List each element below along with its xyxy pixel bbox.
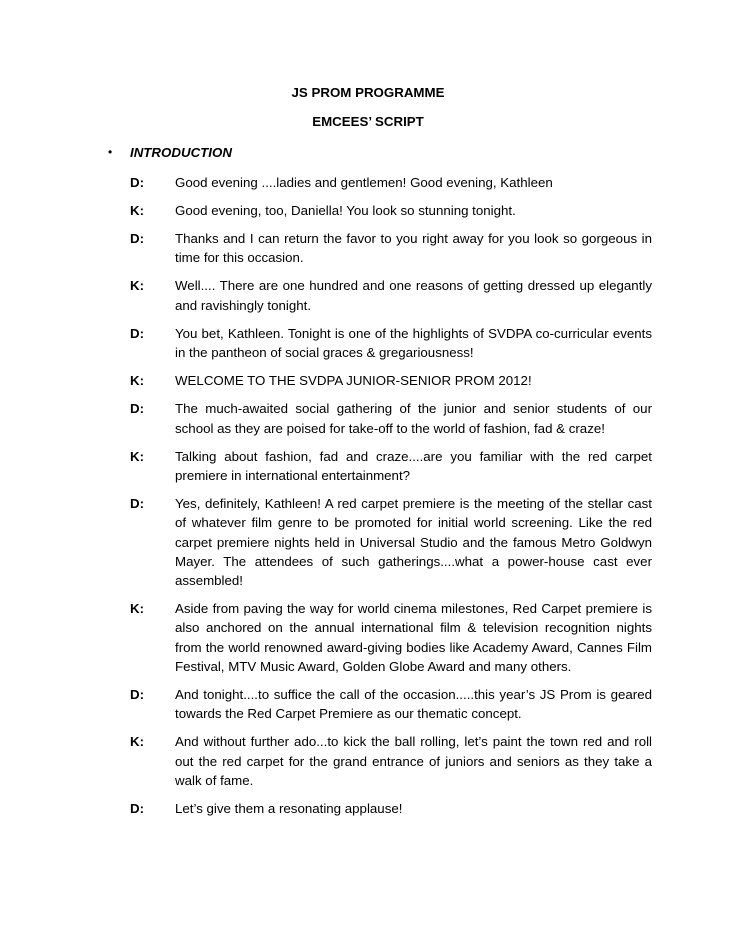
dialogue-row — [130, 685, 652, 723]
section-heading-row — [108, 143, 736, 162]
speaker-label: K: — [130, 734, 145, 750]
dialogue-text: Aside from paving the way for world cinema milestones, Red Carpet premiere is also anchored on the annual international film & television recognition nights from the world renowned award-giving bodies like Academy Award, Cannes Film Festival, MTV Music Award, Golden Globe Award and many others. — [175, 601, 652, 674]
speaker-label: K: — [130, 202, 145, 218]
speaker-label: D: — [130, 801, 145, 817]
dialogue-text: And without further ado...to kick the ball rolling, let’s paint the town red and roll out the red carpet for the grand entrance of juniors and seniors as they take a walk of fame. — [175, 734, 652, 788]
speaker-label: D: — [130, 231, 145, 247]
speaker-label: K: — [130, 448, 145, 464]
speaker-label: K: — [130, 373, 145, 389]
speaker-label: K: — [130, 278, 145, 294]
dialogue-row — [130, 447, 652, 485]
dialogue-row — [130, 399, 652, 437]
dialogue-text: Talking about fashion, fad and craze....are you familiar with the red carpet premiere in international entertainment? — [175, 448, 652, 484]
section-heading: INTRODUCTION — [130, 145, 232, 161]
dialogue-row — [130, 599, 652, 676]
dialogue-row — [130, 494, 652, 590]
dialogue-text: Well.... There are one hundred and one reasons of getting dressed up elegantly and ravishingly tonight. — [175, 278, 652, 313]
speaker-label: D: — [130, 174, 145, 190]
dialogue-row — [130, 173, 652, 192]
dialogue-row — [130, 799, 652, 818]
dialogue-text: Good evening, too, Daniella! You look so stunning tonight. — [175, 202, 516, 218]
dialogue-text: The much-awaited social gathering of the junior and senior students of our school as they are poised for take-off to the world of fashion, fad & craze! — [175, 401, 652, 436]
bullet-marker: • — [108, 145, 113, 160]
dialogue-text: And tonight....to suffice the call of the occasion.....this year’s JS Prom is geared towards the Red Carpet Premiere as our thematic concept. — [175, 687, 652, 722]
dialogue-row — [130, 229, 652, 267]
speaker-label: D: — [130, 687, 145, 703]
dialogue-text: Yes, definitely, Kathleen! A red carpet premiere is the meeting of the stellar cast of whatever film genre to be promoted for initial world screening. Like the red carpet premiere nights held in Universal Studio and the famous Metro Goldwyn Mayer. The attendees of such gatherings....what a power-house cast ever assembled! — [175, 496, 652, 589]
speaker-label: K: — [130, 601, 145, 617]
dialogue-row — [130, 324, 652, 362]
dialogue-text: WELCOME TO THE SVDPA JUNIOR-SENIOR PROM 2012! — [175, 373, 532, 389]
dialogue-row — [130, 732, 652, 790]
dialogue-text: Let’s give them a resonating applause! — [175, 801, 403, 817]
dialogue-text: You bet, Kathleen. Tonight is one of the highlights of SVDPA co-curricular events in the pantheon of social graces & gregariousness! — [175, 325, 652, 361]
dialogue-list — [0, 173, 736, 819]
document-title: JS PROM PROGRAMME — [291, 85, 445, 100]
dialogue-row — [130, 276, 652, 314]
dialogue-row — [130, 201, 652, 220]
dialogue-row — [130, 371, 652, 390]
speaker-label: D: — [130, 325, 145, 341]
speaker-label: D: — [130, 401, 145, 417]
dialogue-text: Good evening ....ladies and gentlemen! Good evening, Kathleen — [175, 174, 553, 190]
speaker-label: D: — [130, 496, 145, 512]
document-subtitle: EMCEES’ SCRIPT — [312, 114, 424, 130]
dialogue-text: Thanks and I can return the favor to you right away for you look so gorgeous in time for this occasion. — [175, 231, 652, 266]
